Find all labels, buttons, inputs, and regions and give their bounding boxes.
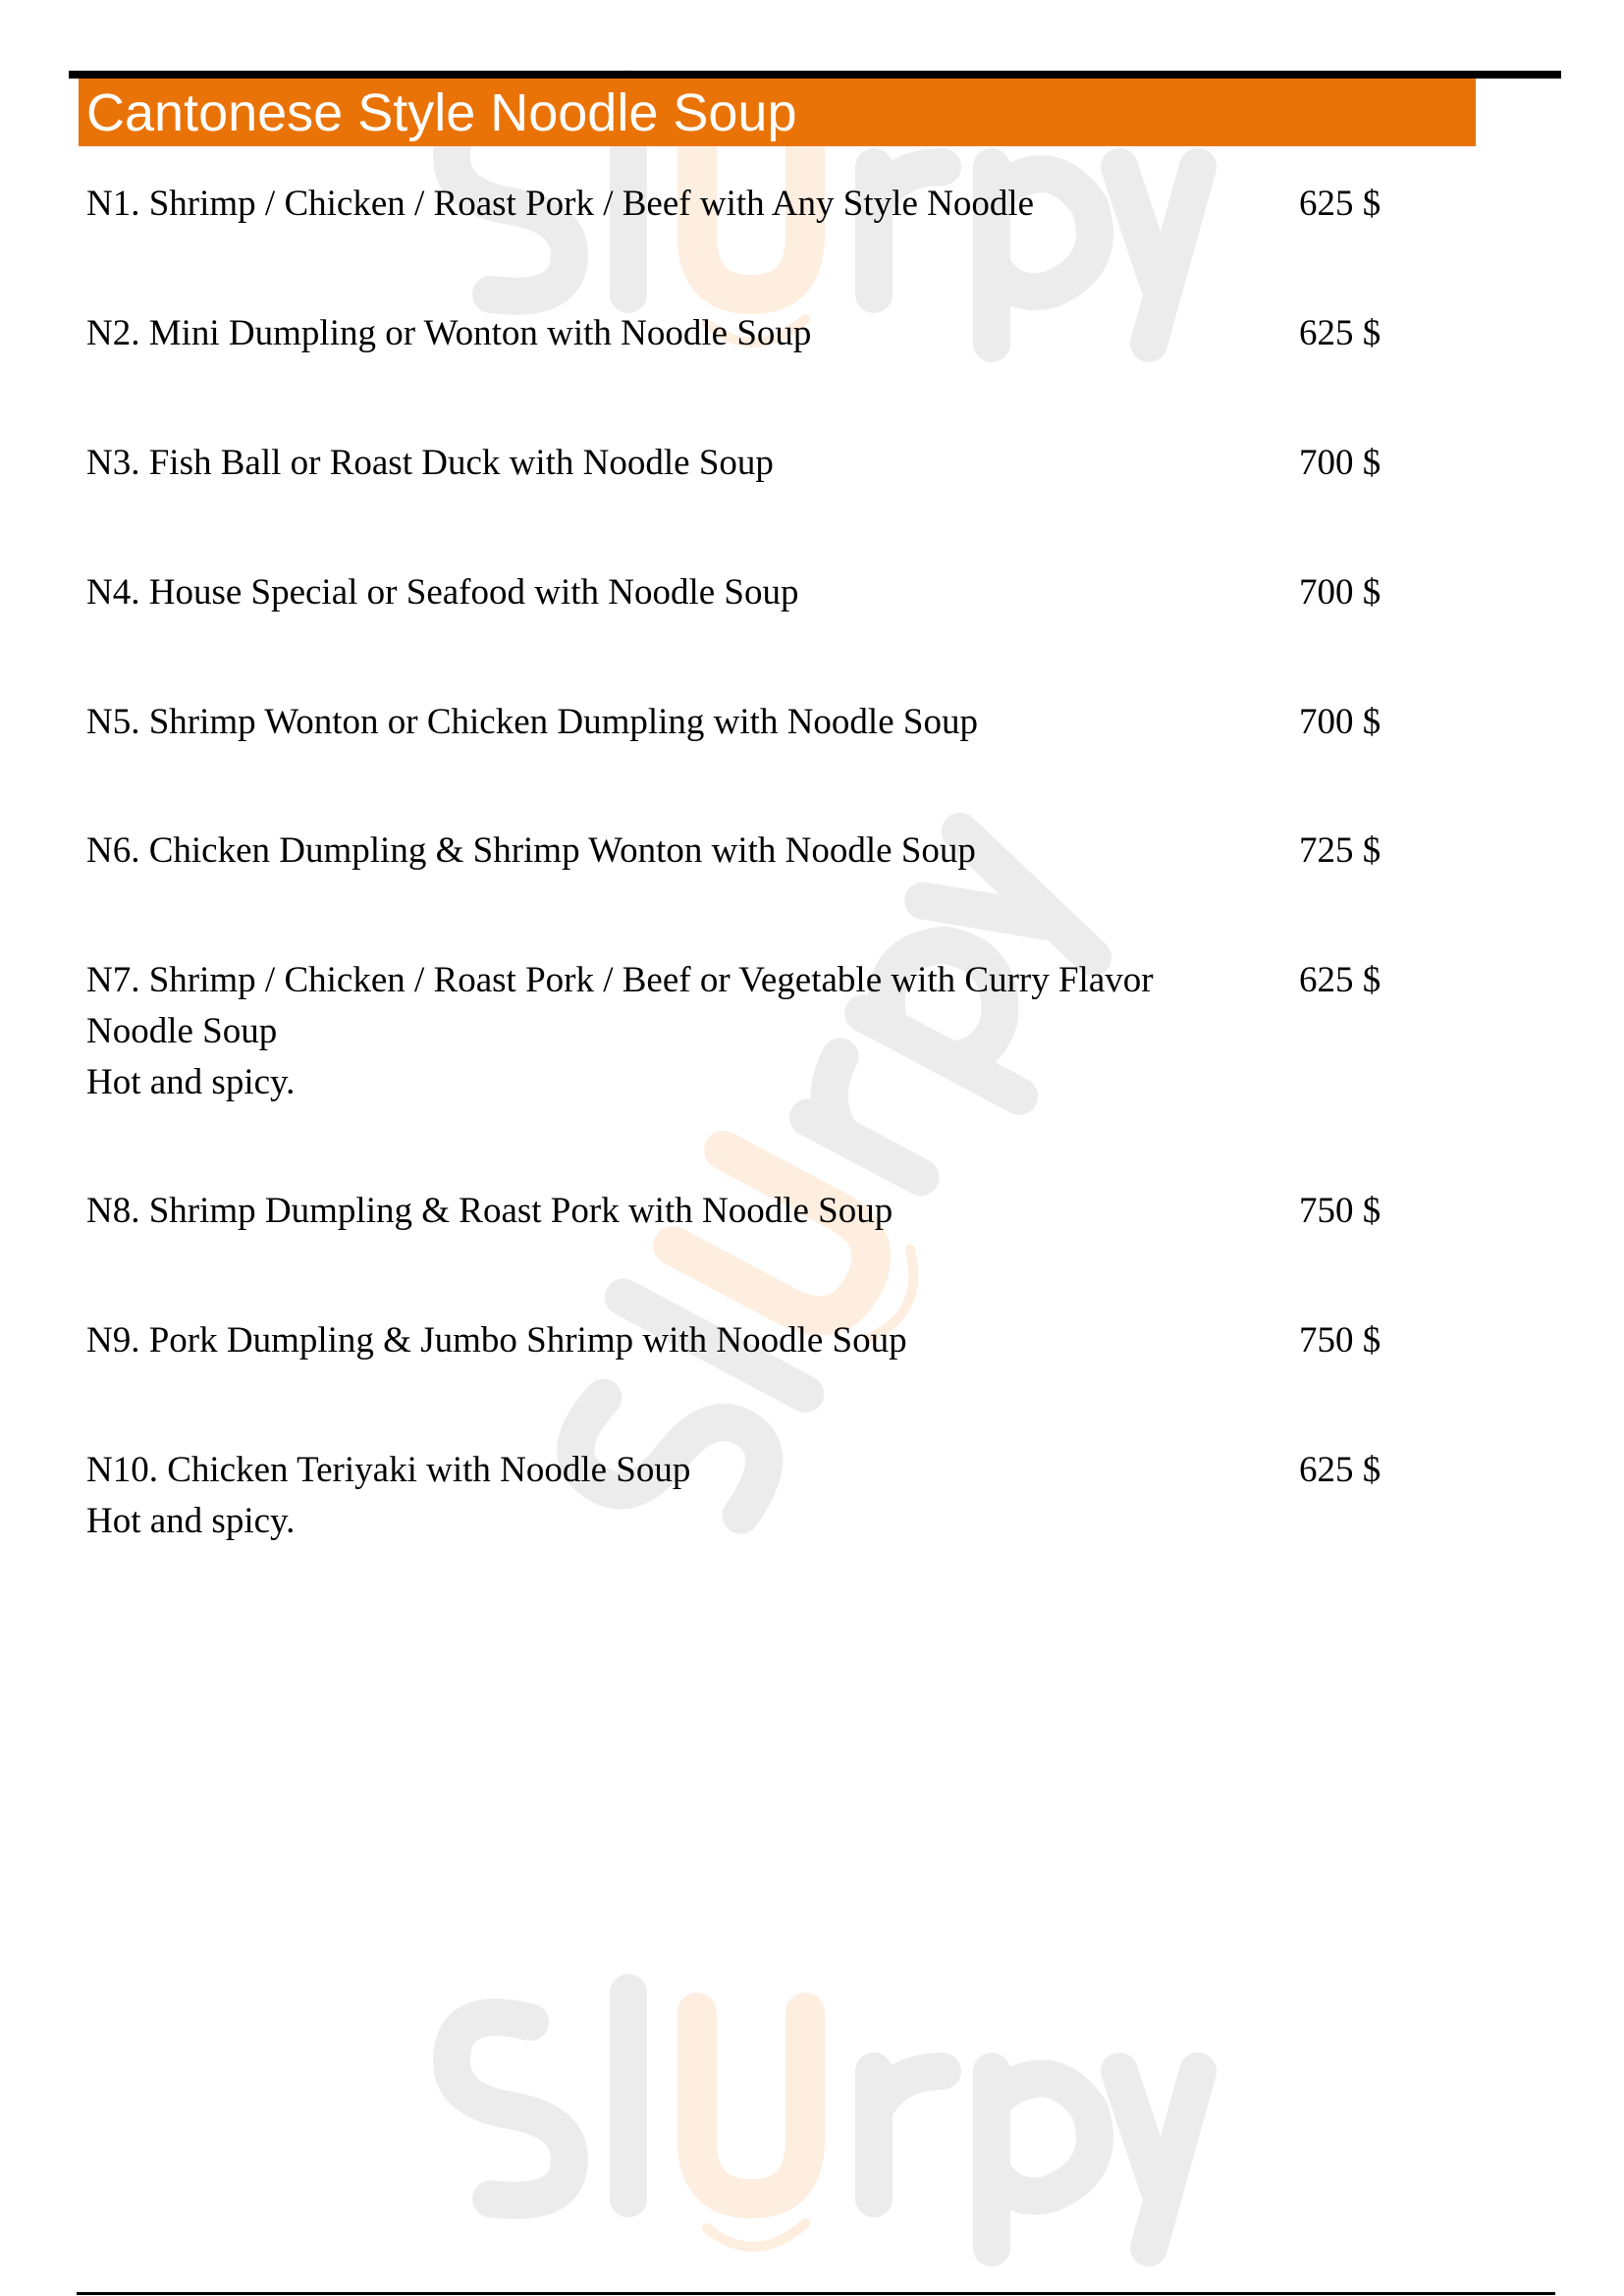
item-name: N10. Chicken Teriyaki with Noodle Soup <box>86 1450 691 1490</box>
item-name: N5. Shrimp Wonton or Chicken Dumpling with Noodle Soup <box>86 702 978 742</box>
bottom-rule <box>77 2292 1555 2295</box>
item-note: Hot and spicy. <box>86 1062 296 1102</box>
section-header <box>79 79 1476 146</box>
item-price: 750 $ <box>1299 1191 1381 1231</box>
menu-item <box>86 1315 1559 1366</box>
item-price: 700 $ <box>1299 572 1381 613</box>
item-price: 750 $ <box>1299 1320 1381 1361</box>
menu-item <box>86 955 1559 1108</box>
item-name: N1. Shrimp / Chicken / Roast Pork / Beef with Any Style Noodle <box>86 184 1035 224</box>
watermark-logo-graphic <box>412 1953 1218 2268</box>
menu-item <box>86 1186 1559 1237</box>
menu-item <box>86 1445 1559 1547</box>
menu-item <box>86 438 1559 489</box>
item-name: N9. Pork Dumpling & Jumbo Shrimp with Noodle Soup <box>86 1320 907 1361</box>
item-price: 625 $ <box>1299 1450 1381 1490</box>
item-price: 700 $ <box>1299 702 1381 742</box>
item-price: 700 $ <box>1299 443 1381 483</box>
menu-item <box>86 308 1559 359</box>
item-name: N8. Shrimp Dumpling & Roast Pork with Noodle Soup <box>86 1191 893 1231</box>
item-price: 625 $ <box>1299 184 1381 224</box>
item-price: 625 $ <box>1299 960 1381 1000</box>
top-rule <box>69 71 1561 79</box>
item-name: N7. Shrimp / Chicken / Roast Pork / Beef or Vegetable with Curry Flavor Noodle Soup <box>86 960 1154 1051</box>
menu-item <box>86 826 1559 877</box>
menu-item <box>86 179 1559 230</box>
item-price: 625 $ <box>1299 313 1381 353</box>
item-price: 725 $ <box>1299 830 1381 871</box>
item-name: N4. House Special or Seafood with Noodle Soup <box>86 572 799 613</box>
item-note: Hot and spicy. <box>86 1501 296 1541</box>
menu-item <box>86 567 1559 618</box>
section-title: Cantonese Style Noodle Soup <box>86 83 797 142</box>
item-name: N6. Chicken Dumpling & Shrimp Wonton with Noodle Soup <box>86 830 976 871</box>
item-name: N3. Fish Ball or Roast Duck with Noodle Soup <box>86 443 774 483</box>
watermark-logo <box>412 1953 1218 2268</box>
item-name: N2. Mini Dumpling or Wonton with Noodle Soup <box>86 313 812 353</box>
menu-item <box>86 697 1559 748</box>
